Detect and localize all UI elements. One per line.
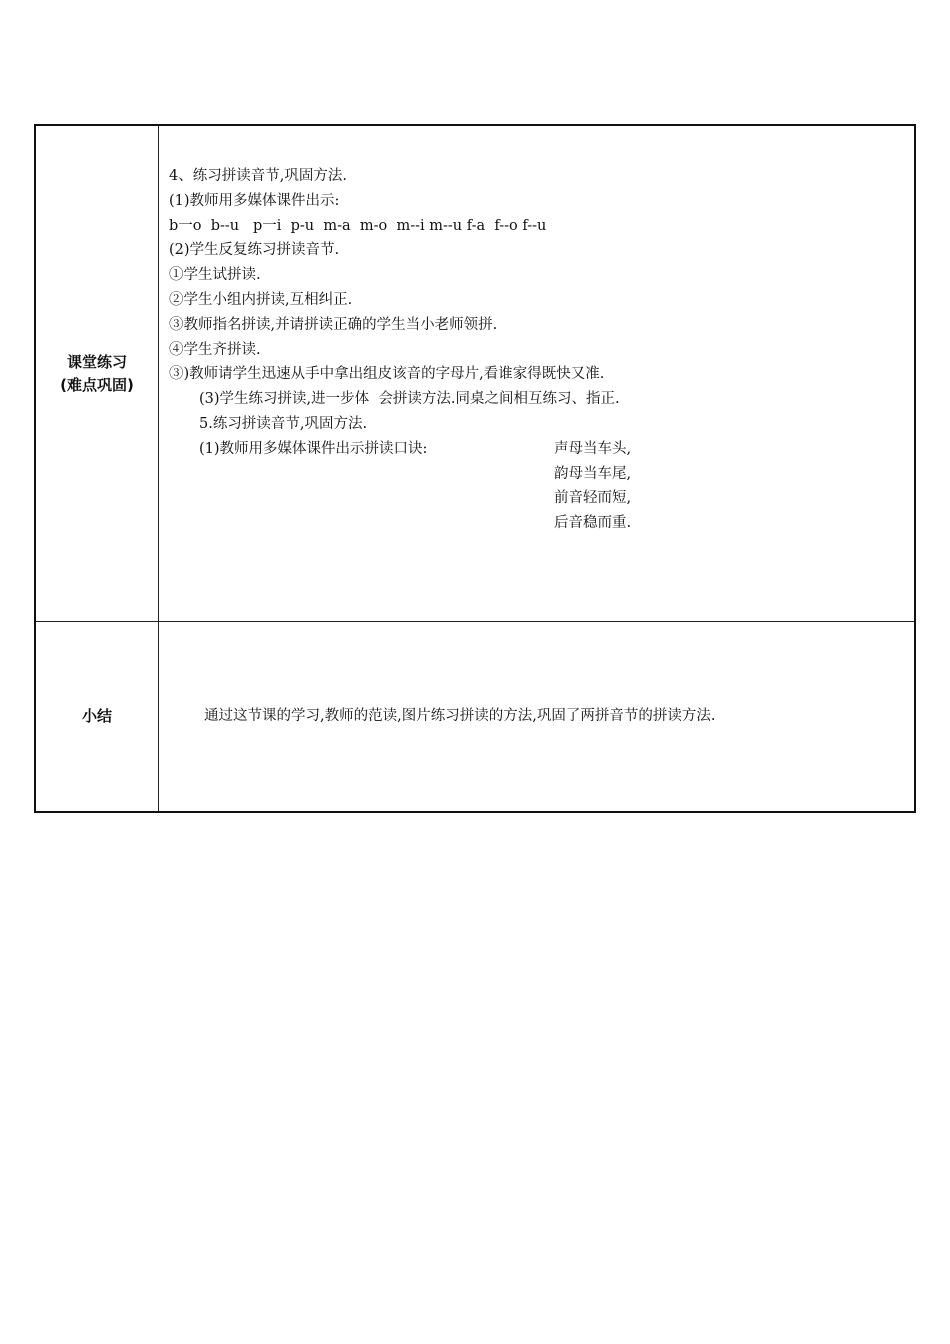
summary-label: 小结 bbox=[81, 707, 112, 725]
summary-label-cell bbox=[35, 622, 159, 813]
formula-line: 前音轻而短, bbox=[554, 490, 632, 507]
lesson-plan-table bbox=[34, 124, 916, 813]
practice-line: (1)教师用多媒体课件出示: bbox=[169, 192, 340, 209]
practice-content-cell bbox=[159, 125, 916, 622]
formula-line: 声母当车头, bbox=[554, 440, 632, 457]
practice-row bbox=[35, 125, 915, 622]
practice-line: ②学生小组内拼读,互相纠正. bbox=[169, 291, 353, 308]
summary-text: 通过这节课的学习,教师的范读,图片练习拼读的方法,巩固了两拼音节的拼读方法. bbox=[204, 708, 716, 725]
practice-line: ③教师指名拼读,并请拼读正确的学生当小老师领拼. bbox=[169, 316, 498, 333]
practice-body bbox=[159, 126, 914, 536]
practice-label-cell bbox=[35, 125, 159, 622]
syllable-list: b一o b--u p一i p-u m-a m-o m--i m--u f-a f--o f--u bbox=[169, 217, 547, 234]
practice-line: ①学生试拼读. bbox=[169, 267, 261, 284]
practice-sublabel: (难点巩固) bbox=[60, 375, 134, 394]
practice-line: 4、练习拼读音节,巩固方法. bbox=[169, 168, 347, 184]
practice-line: ④学生齐拼读. bbox=[169, 341, 261, 358]
practice-label: 课堂练习 bbox=[66, 352, 127, 371]
formula-lines bbox=[554, 437, 631, 536]
summary-row bbox=[35, 622, 915, 813]
summary-content-cell bbox=[159, 622, 916, 813]
practice-line: (2)学生反复练习拼读音节. bbox=[169, 242, 340, 259]
practice-indented-line: (3)学生练习拼读,进一步体 会拼读方法.同桌之间相互练习、指正. bbox=[199, 391, 620, 408]
formula-line: 后音稳而重. bbox=[554, 515, 632, 532]
practice-line: ③)教师请学生迅速从手中拿出组皮该音的字母片,看谁家得既快又准. bbox=[169, 366, 605, 383]
formula-block bbox=[169, 437, 914, 536]
formula-lead: (1)教师用多媒体课件出示拼读口诀: bbox=[199, 440, 428, 457]
practice-indented-line: 5.练习拼读音节,巩固方法. bbox=[199, 415, 368, 432]
formula-line: 韵母当车尾, bbox=[554, 465, 632, 482]
